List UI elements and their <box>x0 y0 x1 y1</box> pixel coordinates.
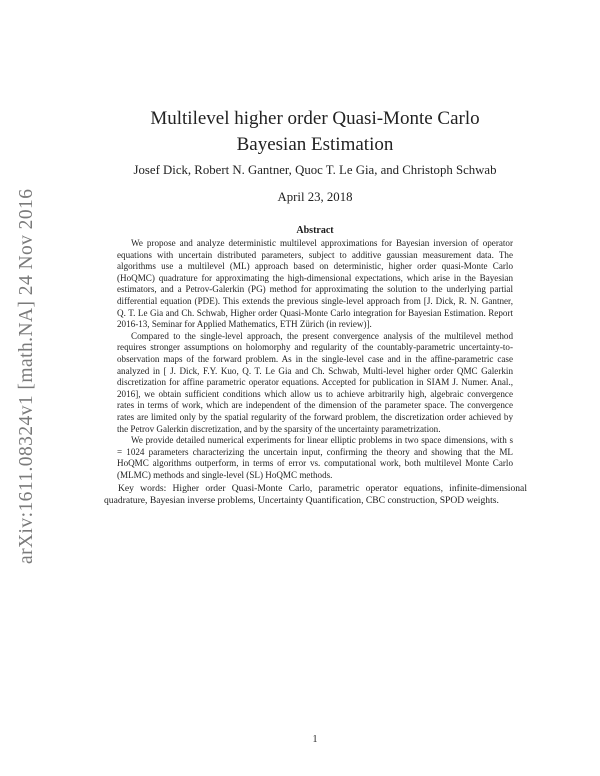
abstract-paragraph: Compared to the single-level approach, the present convergence analysis of the multilevel method requires stronger assumptions on holomorphy and regularity of the countably-parametric uncertainty-to-observation maps of the forward problem. As in the single-level case and in the affine-parametric case analyzed in [ J. Dick, F.Y. Kuo, Q. T. Le Gia and Ch. Schwab, Multi-level higher order QMC Galerkin discretization for affine parametric operator equations. Accepted for publication in SIAM J. Numer. Anal., 2016], we obtain sufficient conditions which allow us to achieve arbitrarily high, algebraic convergence rates in terms of work, which are independent of the dimension of the parameter space. The convergence rates are limited only by the spatial regularity of the forward problem, the discretization order achieved by the Petrov Galerkin discretization, and by the sparsity of the uncertainty parametrization. <box>117 330 513 434</box>
abstract-body <box>117 238 513 481</box>
abstract-paragraph: We provide detailed numerical experiments for linear elliptic problems in two space dimensions, with s = 1024 parameters characterizing the uncertain input, confirming the theory and showing that the ML HoQMC algorithms outperform, in terms of error vs. computational work, both multilevel Monte Carlo (MLMC) methods and single-level (SL) HoQMC methods. <box>117 435 513 480</box>
abstract-heading: Abstract <box>296 225 334 236</box>
authors: Josef Dick, Robert N. Gantner, Quoc T. Le Gia, and Christoph Schwab <box>133 163 497 177</box>
arxiv-stamp-svg <box>6 0 46 776</box>
arxiv-stamp-text: arXiv:1611.08324v1 [math.NA] 24 Nov 2016 <box>16 189 37 564</box>
keywords-text: Key words: Higher order Quasi-Monte Carlo, parametric operator equations, infinite-dimensional quadrature, Bayesian inverse problems, Uncertainty Quantification, CBC construction, SPOD weights. <box>104 483 527 507</box>
arxiv-stamp <box>6 0 46 776</box>
keywords <box>104 483 527 508</box>
abstract-paragraph: We propose and analyze deterministic multilevel approximations for Bayesian inversion of operator equations with uncertain distributed parameters, subject to additive gaussian measurement data. The algorithms use a multilevel (ML) approach based on deterministic, higher order quasi-Monte Carlo (HoQMC) quadrature for approximating the high-dimensional expectations, which arise in the Bayesian estimators, and a Petrov-Galerkin (PG) method for approximating the solution to the underlying partial differential equation (PDE). This extends the previous single-level approach from [J. Dick, R. N. Gantner, Q. T. Le Gia and Ch. Schwab, Higher order Quasi-Monte Carlo integration for Bayesian Estimation. Report 2016-13, Seminar for Applied Mathematics, ETH Zürich (in review)]. <box>117 238 513 330</box>
title-line: Bayesian Estimation <box>236 134 394 155</box>
title-line: Multilevel higher order Quasi-Monte Carlo <box>150 108 480 129</box>
paper-title <box>100 106 530 158</box>
page-number: 1 <box>312 734 318 745</box>
date: April 23, 2018 <box>277 190 353 204</box>
